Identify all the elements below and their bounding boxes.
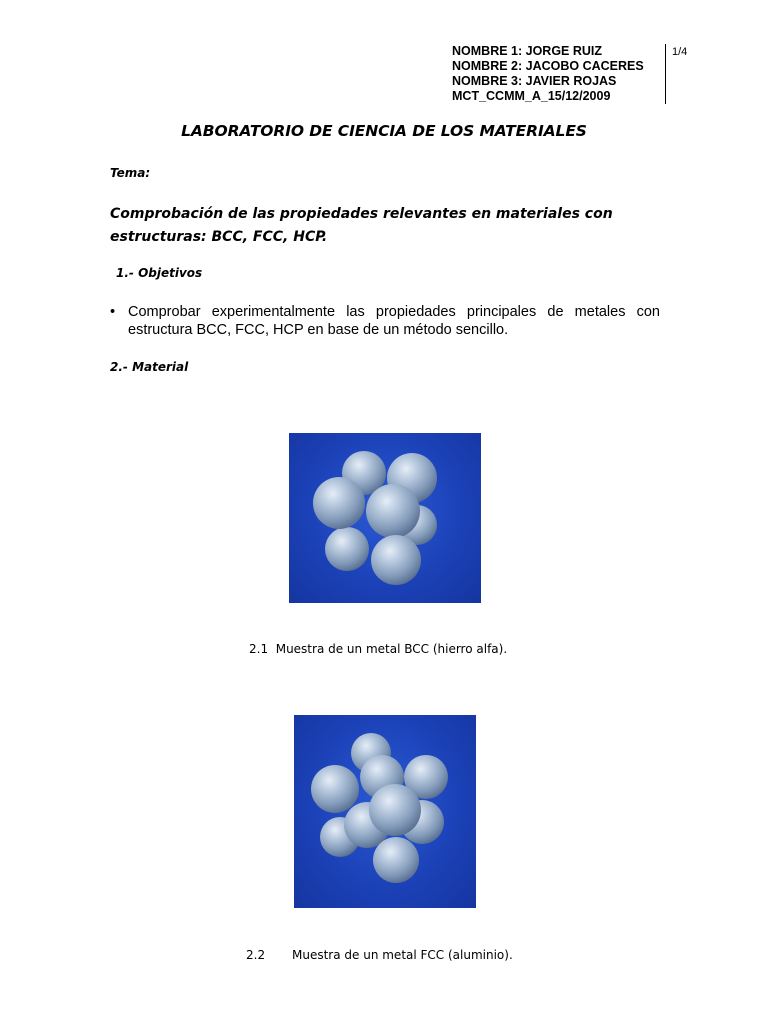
document-title: LABORATORIO DE CIENCIA DE LOS MATERIALES <box>181 122 587 140</box>
figure-caption-fcc-number: 2.2 <box>246 948 266 962</box>
page-number: 1/4 <box>672 46 688 58</box>
student-name-2: NOMBRE 2: JACOBO CACERES <box>452 59 644 73</box>
objetivos-bullet <box>110 303 660 339</box>
header-names <box>452 44 644 104</box>
tema-label: Tema: <box>110 166 151 180</box>
bullet-icon: • <box>110 304 116 320</box>
tema-text: Comprobación de las propiedades relevantes en materiales con estructuras: BCC, FCC, HCP. <box>110 206 613 245</box>
section-objetivos-heading: 1.- Objetivos <box>116 266 203 280</box>
section-material-heading: 2.- Material <box>110 360 189 374</box>
bcc-sample-photo <box>289 433 481 603</box>
header-divider <box>665 44 666 104</box>
student-name-3: NOMBRE 3: JAVIER ROJAS <box>452 74 617 88</box>
figure-caption-bcc: 2.1 Muestra de un metal BCC (hierro alfa). <box>249 642 508 656</box>
figure-caption-fcc-text: Muestra de un metal FCC (aluminio). <box>292 948 513 962</box>
course-code: MCT_CCMM_A_15/12/2009 <box>452 89 611 103</box>
objetivos-bullet-text: Comprobar experimentalmente las propiedades principales de metales con estructura BCC, FCC, HCP en base de un método sencillo. <box>128 304 660 338</box>
figure-caption-fcc <box>246 948 513 962</box>
fcc-sample-photo <box>294 715 476 908</box>
student-name-1: NOMBRE 1: JORGE RUIZ <box>452 44 603 58</box>
